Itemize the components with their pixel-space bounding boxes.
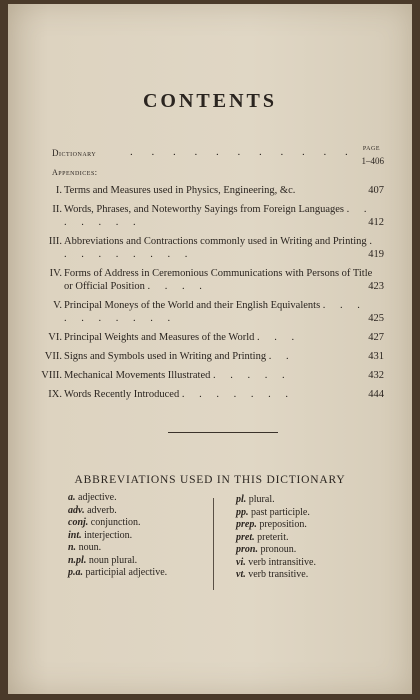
- appendix-title: Forms of Address in Ceremonious Communications with Persons of Title or Official Position . . . .: [64, 268, 373, 292]
- column-divider: [213, 498, 214, 590]
- abbreviation-item: [68, 542, 167, 555]
- appendix-number: III.: [48, 236, 62, 247]
- abbreviation: pron.: [236, 544, 258, 555]
- abbreviation-meaning: adjective.: [78, 492, 117, 503]
- abbreviation: int.: [68, 529, 82, 541]
- abbreviation-meaning: verb intransitive.: [248, 556, 316, 568]
- abbreviation-item: [68, 530, 167, 543]
- abbreviation-meaning: pronoun.: [260, 544, 297, 555]
- dot-leader: . . . . . . .: [181, 389, 294, 400]
- abbreviation-meaning: noun.: [78, 542, 102, 553]
- appendix-number: IV.: [49, 268, 62, 279]
- abbreviation-item: [68, 517, 167, 530]
- appendix-entry: [41, 369, 384, 382]
- dictionary-pages: 1–406: [361, 156, 384, 166]
- appendix-entry: [55, 184, 384, 197]
- abbreviation-meaning: participial adjective.: [85, 567, 168, 578]
- abbreviation-meaning: preterit.: [257, 531, 289, 543]
- appendix-number: I.: [55, 185, 62, 196]
- abbreviation: pp.: [236, 506, 249, 518]
- abbreviation: vt.: [236, 569, 246, 580]
- abbreviation-item: [236, 569, 316, 582]
- dot-leader: . . . .: [147, 281, 208, 292]
- appendix-number: VI.: [48, 332, 62, 343]
- abbreviation: pret.: [236, 531, 255, 543]
- abbreviation-item: [236, 532, 316, 545]
- appendix-page: 427: [368, 332, 384, 343]
- appendix-page: 432: [368, 370, 384, 381]
- appendix-page: 425: [368, 313, 384, 324]
- abbreviation-meaning: adverb.: [87, 504, 117, 516]
- abbreviation-meaning: preposition.: [259, 519, 307, 530]
- abbreviation-meaning: verb transitive.: [248, 569, 309, 580]
- abbreviation: a.: [68, 492, 76, 503]
- dot-leader: . . . . .: [213, 370, 291, 381]
- abbreviation-item: [236, 519, 316, 532]
- appendix-number: V.: [53, 300, 62, 311]
- dot-leader: . . . . . . .: [64, 204, 373, 228]
- abbreviation-meaning: past participle.: [251, 506, 310, 518]
- abbreviation-item: [236, 507, 316, 520]
- abbreviation: conj.: [68, 517, 89, 528]
- appendix-title: Words Recently Introduced . . . . . . .: [64, 389, 294, 400]
- abbreviation-item: [236, 557, 316, 570]
- appendix-entry: [53, 299, 384, 325]
- dot-leader: . . . . . . . . .: [64, 236, 378, 260]
- dictionary-label: Dictionary: [52, 148, 97, 158]
- appendix-entry: [48, 235, 384, 261]
- appendix-title: Principal Weights and Measures of the World . . .: [64, 332, 301, 343]
- abbreviations-left-column: [68, 492, 167, 580]
- appendix-page: 444: [368, 389, 384, 400]
- dot-leader: . . .: [257, 332, 301, 343]
- abbreviation-meaning: interjection.: [84, 529, 133, 541]
- dictionary-leader: . . . . . . . . . . .: [130, 146, 356, 158]
- abbreviation: prep.: [236, 519, 257, 530]
- abbreviation-item: [68, 567, 167, 580]
- appendix-number: II.: [52, 204, 62, 215]
- abbreviation: adv.: [68, 504, 85, 516]
- abbreviation: n.pl.: [68, 554, 87, 566]
- appendix-page: 431: [368, 351, 384, 362]
- book-page: [8, 4, 412, 694]
- abbreviation-meaning: conjunction.: [90, 517, 141, 528]
- appendix-page: 407: [368, 185, 384, 196]
- abbreviation-item: [236, 494, 316, 507]
- abbreviations-right-column: [236, 494, 316, 582]
- section-rule: [168, 432, 278, 433]
- appendix-list: [8, 184, 412, 401]
- appendices-label: Appendices:: [52, 168, 98, 177]
- abbreviation: p.a.: [68, 567, 83, 578]
- appendix-page: 412: [368, 217, 384, 228]
- appendix-number: IX.: [48, 389, 62, 400]
- abbreviation-item: [236, 544, 316, 557]
- abbreviation-item: [68, 492, 167, 505]
- appendix-number: VII.: [44, 351, 62, 362]
- page-column-header: PAGE: [362, 146, 380, 152]
- appendix-title: Abbreviations and Contractions commonly used in Writing and Printing . . . . . . . . .: [64, 236, 378, 260]
- appendix-entry: [52, 203, 384, 229]
- abbreviation: vi.: [236, 556, 246, 568]
- abbreviations-title: ABBREVIATIONS USED IN THIS DICTIONARY: [74, 474, 346, 486]
- abbreviation-meaning: plural.: [248, 494, 275, 505]
- appendix-entry: [44, 350, 384, 363]
- page-title: CONTENTS: [142, 90, 278, 112]
- dot-leader: . . . . . . . . . .: [64, 300, 366, 324]
- appendix-title: Words, Phrases, and Noteworthy Sayings from Foreign Languages . . . . . . .: [64, 204, 373, 228]
- appendix-title: Mechanical Movements Illustrated . . . . .: [64, 370, 291, 381]
- abbreviation-meaning: noun plural.: [88, 554, 138, 566]
- abbreviation-item: [68, 555, 167, 568]
- appendix-page: 423: [368, 281, 384, 292]
- abbreviation: pl.: [236, 494, 247, 505]
- appendix-title: Terms and Measures used in Physics, Engineering, &c.: [64, 185, 296, 196]
- appendix-title: Signs and Symbols used in Writing and Printing . .: [64, 351, 295, 362]
- appendix-entry: [48, 388, 384, 401]
- appendix-entry: [49, 267, 384, 293]
- appendix-number: VIII.: [41, 370, 62, 381]
- appendix-title: Principal Moneys of the World and their English Equivalents . . . . . . . . . .: [64, 300, 366, 324]
- appendix-page: 419: [368, 249, 384, 260]
- abbreviation-item: [68, 505, 167, 518]
- appendix-entry: [48, 331, 384, 344]
- dictionary-row: [52, 146, 384, 176]
- abbreviation: n.: [68, 542, 77, 553]
- dot-leader: . .: [268, 351, 295, 362]
